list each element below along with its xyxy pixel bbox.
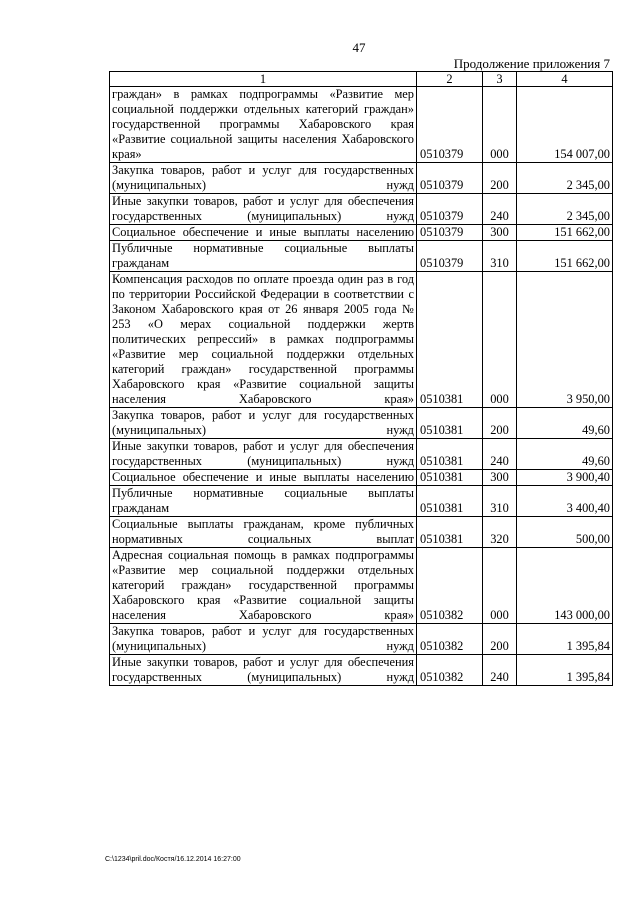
header-col-4: 4	[517, 72, 613, 87]
row-name: Иные закупки товаров, работ и услуг для обеспечения государственных (муниципальных) нужд	[110, 439, 417, 470]
row-expense-type: 200	[483, 624, 517, 655]
row-expense-type: 200	[483, 408, 517, 439]
table-row	[110, 272, 613, 408]
table-row	[110, 408, 613, 439]
header-col-2: 2	[417, 72, 483, 87]
row-expense-type: 320	[483, 517, 517, 548]
table-row	[110, 655, 613, 686]
row-name: Социальное обеспечение и иные выплаты населению	[110, 225, 417, 241]
table-row	[110, 470, 613, 486]
table-row	[110, 517, 613, 548]
table-row	[110, 548, 613, 624]
row-amount: 3 950,00	[517, 272, 613, 408]
row-target-code: 0510379	[417, 87, 483, 163]
row-name: Закупка товаров, работ и услуг для государственных (муниципальных) нужд	[110, 163, 417, 194]
table-row	[110, 486, 613, 517]
table-row	[110, 163, 613, 194]
row-expense-type: 000	[483, 272, 517, 408]
row-target-code: 0510379	[417, 194, 483, 225]
row-name: Иные закупки товаров, работ и услуг для обеспечения государственных (муниципальных) нужд	[110, 194, 417, 225]
budget-table	[109, 71, 613, 686]
row-amount: 500,00	[517, 517, 613, 548]
row-expense-type: 310	[483, 241, 517, 272]
table-row	[110, 624, 613, 655]
file-path-footer: C:\1234\pril.doc/Костя/16.12.2014 16:27:00	[105, 856, 241, 863]
row-expense-type: 310	[483, 486, 517, 517]
table-row	[110, 241, 613, 272]
row-amount: 3 900,40	[517, 470, 613, 486]
table-row	[110, 225, 613, 241]
row-expense-type: 200	[483, 163, 517, 194]
row-expense-type: 000	[483, 87, 517, 163]
appendix-continuation-label: Продолжение приложения 7	[453, 56, 610, 71]
row-amount: 49,60	[517, 439, 613, 470]
row-target-code: 0510381	[417, 272, 483, 408]
row-target-code: 0510382	[417, 624, 483, 655]
header-row	[110, 72, 613, 87]
row-target-code: 0510381	[417, 486, 483, 517]
row-expense-type: 240	[483, 439, 517, 470]
table-row	[110, 194, 613, 225]
row-name: Адресная социальная помощь в рамках подпрограммы «Развитие мер социальной поддержки отдельных категорий граждан» государственной программы Хабаровского края «Развитие социальной защиты населения Хабаровского края»	[110, 548, 417, 624]
row-amount: 3 400,40	[517, 486, 613, 517]
row-target-code: 0510382	[417, 548, 483, 624]
row-target-code: 0510379	[417, 241, 483, 272]
row-amount: 151 662,00	[517, 225, 613, 241]
page-number: 47	[352, 40, 366, 55]
row-target-code: 0510382	[417, 655, 483, 686]
row-amount: 143 000,00	[517, 548, 613, 624]
row-expense-type: 300	[483, 225, 517, 241]
row-name: Социальные выплаты гражданам, кроме публичных нормативных социальных выплат	[110, 517, 417, 548]
row-amount: 154 007,00	[517, 87, 613, 163]
row-expense-type: 240	[483, 194, 517, 225]
row-name: Социальное обеспечение и иные выплаты населению	[110, 470, 417, 486]
header-col-1: 1	[110, 72, 417, 87]
row-amount: 2 345,00	[517, 163, 613, 194]
row-name: Закупка товаров, работ и услуг для государственных (муниципальных) нужд	[110, 624, 417, 655]
row-name: Закупка товаров, работ и услуг для государственных (муниципальных) нужд	[110, 408, 417, 439]
row-expense-type: 240	[483, 655, 517, 686]
row-expense-type: 300	[483, 470, 517, 486]
row-target-code: 0510381	[417, 470, 483, 486]
row-target-code: 0510379	[417, 225, 483, 241]
row-target-code: 0510381	[417, 439, 483, 470]
row-target-code: 0510381	[417, 517, 483, 548]
row-amount: 2 345,00	[517, 194, 613, 225]
row-amount: 1 395,84	[517, 624, 613, 655]
row-amount: 151 662,00	[517, 241, 613, 272]
row-target-code: 0510381	[417, 408, 483, 439]
header-col-3: 3	[483, 72, 517, 87]
row-amount: 49,60	[517, 408, 613, 439]
row-name: Публичные нормативные социальные выплаты гражданам	[110, 486, 417, 517]
row-name: граждан» в рамках подпрограммы «Развитие мер социальной поддержки отдельных категорий граждан» государственной программы Хабаровского края «Развитие социальной защиты населения Хабаровского края»	[110, 87, 417, 163]
row-name: Иные закупки товаров, работ и услуг для обеспечения государственных (муниципальных) нужд	[110, 655, 417, 686]
row-expense-type: 000	[483, 548, 517, 624]
table-row	[110, 87, 613, 163]
row-name: Компенсация расходов по оплате проезда один раз в год по территории Российской Федерации в соответствии с Законом Хабаровского края от 26 января 2005 года № 253 «О мерах социальной поддержки жертв политических репрессий» в рамках подпрограммы «Развитие мер социальной поддержки отдельных категорий граждан» государственной программы Хабаровского края «Развитие социальной защиты населения Хабаровского края»	[110, 272, 417, 408]
table-row	[110, 439, 613, 470]
row-name: Публичные нормативные социальные выплаты гражданам	[110, 241, 417, 272]
row-amount: 1 395,84	[517, 655, 613, 686]
row-target-code: 0510379	[417, 163, 483, 194]
